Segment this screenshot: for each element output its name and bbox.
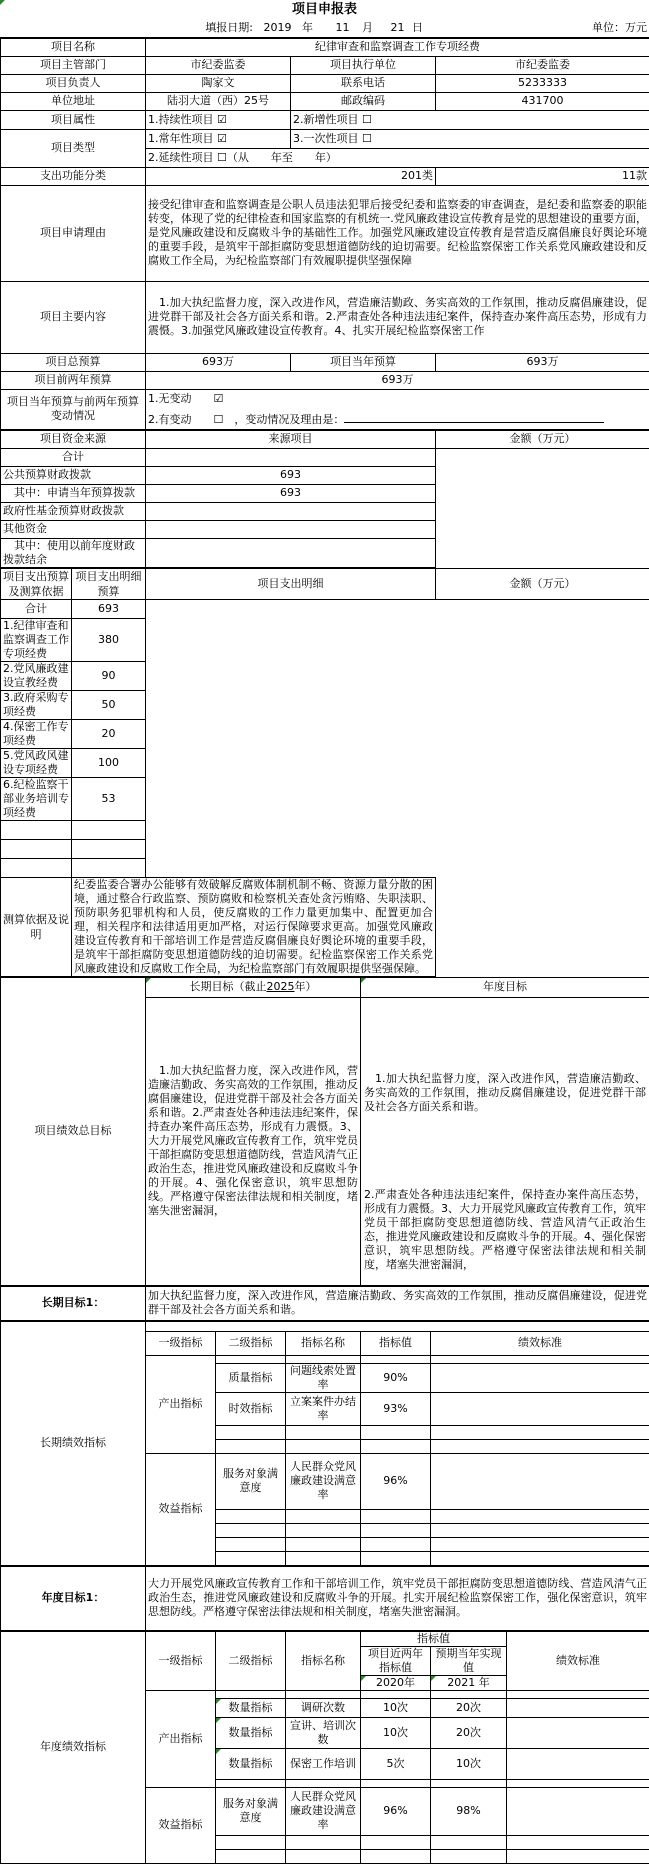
long-empty-g1 (216, 1551, 286, 1565)
expense-row-amount: 100 (72, 748, 146, 777)
expense-row-name (1, 858, 72, 877)
fill-day-label: 日 (410, 20, 435, 37)
funding-table (0, 430, 649, 568)
fill-month-label: 月 (360, 20, 385, 37)
long-empty-e1 (216, 1523, 286, 1537)
type-option-onetime[interactable]: 3.一次性项目 ☐ (291, 129, 649, 148)
expense-row (1, 858, 649, 877)
year-service: 服务对象满意度 (216, 1787, 286, 1835)
long-empty-d1 (216, 1509, 286, 1523)
expense-row-name: 2.党风廉政建设宣教经费 (1, 661, 72, 690)
year-empty-b2 (286, 1779, 361, 1787)
funding-row-name: 其中：申请当年预算拨款 (1, 484, 146, 502)
year-empty-a5 (507, 1690, 649, 1698)
expense-row (1, 599, 649, 618)
long-benefit-label: 效益指标 (146, 1453, 216, 1565)
year-target-cell (361, 997, 649, 1285)
year-h-expect: 预期当年实现值 (431, 1646, 507, 1675)
year-empty-d3 (361, 1849, 431, 1863)
funding-row-amount (146, 502, 436, 520)
long-empty-c4 (431, 1439, 649, 1453)
long-empty-d4 (431, 1509, 649, 1523)
long-target-head-pre: 长期目标（截止 (190, 980, 267, 993)
year-perf-label: 年度绩效指标 (1, 1631, 146, 1863)
expense-row (1, 777, 649, 820)
long-target-text: 1.加大执纪监督力度，深入改进作风，营造廉洁勤政、务实高效的工作氛围，推动反腐倡廉建设，促进党群干部及社会各方面关系和谐。2.严肃查处各种违法违纪案件，保持查办案件高压态势，形成有力震慑。3、大力开展党风廉政宣传教育工作，筑牢党员干部拒腐防变思想道德防线，营造风清气正政治生态，推进党风廉政建设和反腐败斗争的开展。4、强化保密意识，筑牢思想防线。严格遵守保密法律法规和相关制度，堵塞失泄密漏洞， (146, 997, 361, 1285)
year-recent-year: 2020年 (361, 1675, 431, 1690)
long-goal-table (0, 1286, 649, 1321)
long-service-value: 96% (361, 1453, 431, 1509)
long-service-name: 人民群众党风廉政建设满意率 (286, 1453, 361, 1509)
long-empty-e4 (431, 1523, 649, 1537)
year-empty-c4 (431, 1835, 507, 1849)
year-qty3-std (507, 1748, 649, 1779)
year-empty-d2 (286, 1849, 361, 1863)
year-qty1: 数量指标 (216, 1698, 286, 1717)
funding-row (1, 520, 649, 538)
year-h3: 指标名称 (286, 1631, 361, 1690)
year-qty2-expect: 20次 (431, 1717, 507, 1748)
basis-text: 纪委监委合署办公能够有效破解反腐败体制机制不畅、资源力量分散的困境，通过整合行政监察、预防腐败和检察机关查处贪污贿赂、失职渎职、预防职务犯罪机构和人员，使反腐败的工作力量更加集中、配置更加合理，相关程序和法律适用更加严格，对运行保障要求更高。加强党风廉政建设宣传教育和干部培训工作是营造反腐倡廉良好舆论环境的重要手段，是筑牢干部拒腐防变思想道德防线的迫切需要。纪检监察保密工作关系党风廉政建设和反腐败工作全局，为纪检监察部门有效履职提供坚强保障。 (72, 877, 436, 976)
long-perf-table (0, 1321, 649, 1566)
year-service-expect: 98% (431, 1787, 507, 1835)
fill-day: 21 (385, 20, 410, 37)
year-goal-label: 年度目标1： (1, 1566, 146, 1630)
year-qty2-name: 宣讲、培训次数 (286, 1717, 361, 1748)
dept-label: 项目主管部门 (1, 56, 146, 74)
long-empty-b4 (431, 1425, 649, 1439)
dept-value: 市纪委监委 (146, 56, 291, 74)
year-qty2: 数量指标 (216, 1717, 286, 1748)
attr-option-continuing[interactable]: 1.持续性项目 ☑ (146, 110, 291, 129)
long-empty-f4 (431, 1537, 649, 1551)
year-empty-c3 (361, 1835, 431, 1849)
long-empty-g3 (361, 1551, 431, 1565)
content-text: 1.加大执纪监督力度，深入改进作风，营造廉洁勤政、务实高效的工作氛围，推动反腐倡廉建设，促进党群干部及社会各方面关系和谐。2.严肃查处各种违法违纪案件，保持查办案件高压态势，形成有力震慑。3.加强党风廉政建设宣传教育。4、扎实开展纪检监察保密工作 (146, 281, 649, 353)
year-qty2-recent: 10次 (361, 1717, 431, 1748)
project-name: 纪律审查和监察调查工作专项经费 (146, 38, 649, 56)
year-target-text-2: 2.严肃查处各种违法违纪案件，保持查办案件高压态势，形成有力震慑。3、大力开展党风廉政宣传教育工作，筑牢党员干部拒腐防变思想道德防线、营造风清气正政治生态，推进党风廉政建设和反腐败斗争的开展。4、强化保密意识，筑牢思想防线。严格遵守保密法律法规和相关制度，堵塞失泄密漏洞， (361, 1188, 649, 1272)
year-h2: 二级指标 (216, 1631, 286, 1690)
func-item-value: 11款 (436, 167, 649, 185)
funding-col-amount: 金额（万元） (436, 430, 649, 448)
expense-row-name (1, 820, 72, 839)
fill-year: 2019 (255, 20, 300, 37)
funding-row (1, 484, 649, 502)
expense-row-name: 4.保密工作专项经费 (1, 719, 72, 748)
reason-label: 项目申请理由 (1, 185, 146, 281)
funding-row-amount: 693 (146, 466, 436, 484)
expense-row-amount (72, 839, 146, 858)
leader-label: 项目负责人 (1, 74, 146, 92)
long-empty-e3 (361, 1523, 431, 1537)
type-option-annual[interactable]: 1.常年性项目 ☑ (146, 129, 291, 148)
funding-row (1, 466, 649, 484)
phone-value: 5233333 (436, 74, 649, 92)
year-target-head: 年度目标 (361, 977, 649, 997)
year-h-value: 指标值 (361, 1631, 507, 1646)
expense-row-name: 1.纪律审查和监察调查工作专项经费 (1, 618, 72, 661)
long-service-std (431, 1453, 649, 1509)
exec-value: 市纪委监委 (436, 56, 649, 74)
year-empty-c5 (507, 1835, 649, 1849)
address-label: 单位地址 (1, 92, 146, 110)
exec-label: 项目执行单位 (291, 56, 436, 74)
year-h1: 一级指标 (146, 1631, 216, 1690)
year-empty-d1 (216, 1849, 286, 1863)
expense-row (1, 839, 649, 858)
change-option-none[interactable]: 1.无变动 ☑ (146, 389, 649, 409)
long-h2: 二级指标 (216, 1331, 286, 1355)
long-empty-g4 (431, 1551, 649, 1565)
expense-row-amount: 50 (72, 690, 146, 719)
expense-row (1, 820, 649, 839)
prev-budget-value: 693万 (146, 371, 649, 389)
expense-table (0, 568, 649, 977)
long-empty-a4 (431, 1355, 649, 1363)
expense-row-amount (72, 858, 146, 877)
expense-row-name: 3.政府采购专项经费 (1, 690, 72, 719)
long-h5: 绩效标准 (431, 1331, 649, 1355)
long-time: 时效指标 (216, 1392, 286, 1425)
long-empty-f3 (361, 1537, 431, 1551)
year-empty-b5 (507, 1779, 649, 1787)
year-empty-a2 (286, 1690, 361, 1698)
long-quality-name: 问题线索处置率 (286, 1363, 361, 1392)
long-time-std (431, 1392, 649, 1425)
change-reason-blank[interactable] (344, 411, 604, 423)
type-label: 项目类型 (1, 129, 146, 167)
year-empty-b3 (361, 1779, 431, 1787)
project-name-label: 项目名称 (1, 38, 146, 56)
long-target-head-post: 年） (295, 980, 317, 993)
long-goal-text: 加大执纪监督力度，深入改进作风，营造廉洁勤政、务实高效的工作氛围，推动反腐倡廉建设，促进党群干部及社会各方面关系和谐。 (146, 1286, 649, 1320)
long-target-year: 2025 (267, 980, 295, 993)
long-h4: 指标值 (361, 1331, 431, 1355)
func-class-label: 支出功能分类 (1, 167, 146, 185)
funding-row-amount: 693 (146, 484, 436, 502)
long-time-name: 立案案件办结率 (286, 1392, 361, 1425)
long-empty-c3 (361, 1439, 431, 1453)
expense-outer-label: 项目支出预算及测算依据 (1, 568, 72, 599)
year-empty-a1 (216, 1690, 286, 1698)
funding-row-name: 合计 (1, 448, 146, 466)
year-empty-a4 (431, 1690, 507, 1698)
expense-detail-label: 项目支出明细预算 (72, 568, 146, 599)
year-empty-d5 (507, 1849, 649, 1863)
long-empty-b2 (286, 1425, 361, 1439)
fill-month: 11 (325, 20, 360, 37)
year-qty1-expect: 20次 (431, 1698, 507, 1717)
current-budget-value: 693万 (436, 353, 649, 371)
expense-row-amount: 90 (72, 661, 146, 690)
long-target-head (146, 977, 361, 997)
year-qty2-std (507, 1717, 649, 1748)
year-qty1-std (507, 1698, 649, 1717)
long-time-value: 93% (361, 1392, 431, 1425)
type-option-extended[interactable]: 2.延续性项目 ☐（从 年至 年） (146, 148, 649, 167)
postcode-value: 431700 (436, 92, 649, 110)
year-qty3-expect: 10次 (431, 1748, 507, 1779)
expense-row-name: 5.党风政风建设专项经费 (1, 748, 72, 777)
expense-row-amount: 693 (72, 599, 146, 618)
funding-col-source: 来源项目 (146, 430, 436, 448)
funding-label: 项目资金来源 (1, 430, 146, 448)
expense-row (1, 748, 649, 777)
reason-text: 接受纪律审查和监察调查是公职人员违法犯罪后接受纪委和监察委的审查调查，是纪委和监察委的职能转变，体现了党的纪律检查和国家监察的有机统一.党风廉政建设宣传教育是党的思想建设的重要方面，是党风廉政建设和反腐败斗争的基础性工作。加强党风廉政建设宣传教育是营造反腐倡廉良好舆论环境的重要手段，是筑牢干部拒腐防变思想道德防线的迫切需要。纪检监察保密工作关系党风廉政建设和反腐败工作全局，为纪检监察部门有效履职提供坚强保障 (146, 185, 649, 281)
long-empty-a3 (361, 1355, 431, 1363)
page-title: 项目申报表 (0, 0, 649, 20)
funding-row-amount (146, 520, 436, 538)
year-empty-b1 (216, 1779, 286, 1787)
year-empty-a3 (361, 1690, 431, 1698)
funding-row-amount (146, 538, 436, 567)
year-benefit-label: 效益指标 (146, 1787, 216, 1863)
expense-row (1, 690, 649, 719)
long-quality-value: 90% (361, 1363, 431, 1392)
expense-row-name: 6.纪检监察干部业务培训专项经费 (1, 777, 72, 820)
long-empty-g2 (286, 1551, 361, 1565)
long-h3: 指标名称 (286, 1331, 361, 1355)
change-option-changed[interactable] (146, 409, 649, 429)
long-service: 服务对象满意度 (216, 1453, 286, 1509)
long-empty-d3 (361, 1509, 431, 1523)
func-class-value: 201类 (146, 167, 436, 185)
long-empty-b1 (216, 1425, 286, 1439)
current-budget-label: 项目当年预算 (291, 353, 436, 371)
phone-label: 联系电话 (291, 74, 436, 92)
long-empty-f1 (216, 1537, 286, 1551)
expense-row-amount: 380 (72, 618, 146, 661)
long-output-label: 产出指标 (146, 1355, 216, 1453)
long-quality: 质量指标 (216, 1363, 286, 1392)
funding-row (1, 448, 649, 466)
attr-label: 项目属性 (1, 110, 146, 129)
address-value: 陆羽大道（西）25号 (146, 92, 291, 110)
year-h-std: 绩效标准 (507, 1631, 649, 1690)
year-qty1-recent: 10次 (361, 1698, 431, 1717)
year-perf-table (0, 1631, 649, 1864)
total-budget-value: 693万 (146, 353, 291, 371)
funding-row-amount (146, 448, 436, 466)
expense-row-amount: 53 (72, 777, 146, 820)
year-qty3: 数量指标 (216, 1748, 286, 1779)
year-empty-c2 (286, 1835, 361, 1849)
header-table (0, 0, 649, 20)
long-perf-label: 长期绩效指标 (1, 1321, 146, 1565)
long-empty-f2 (286, 1537, 361, 1551)
year-empty-c1 (216, 1835, 286, 1849)
funding-row-name: 公共预算财政拨款 (1, 466, 146, 484)
year-output-label: 产出指标 (146, 1690, 216, 1787)
perf-table (0, 977, 649, 1286)
long-empty-a1 (216, 1355, 286, 1363)
funding-row-name: 其中：使用以前年度财政拨款结余 (1, 538, 146, 567)
expense-col-item: 项目支出明细 (146, 568, 436, 599)
expense-col-amount: 金额（万元） (436, 568, 649, 599)
funding-row (1, 502, 649, 520)
year-service-name: 人民群众党风廉政建设满意率 (286, 1787, 361, 1835)
total-budget-label: 项目总预算 (1, 353, 146, 371)
expense-row (1, 618, 649, 661)
expense-row-name (1, 839, 72, 858)
year-goal-table (0, 1566, 649, 1631)
long-perf-spacer (146, 1321, 649, 1331)
funding-row-name: 政府性基金预算财政拨款 (1, 502, 146, 520)
fill-year-label: 年 (300, 20, 325, 37)
perf-label: 项目绩效总目标 (1, 977, 146, 1285)
long-quality-std (431, 1363, 649, 1392)
expense-row (1, 661, 649, 690)
attr-option-new[interactable]: 2.新增性项目 ☐ (291, 110, 649, 129)
prev-budget-label: 项目前两年预算 (1, 371, 146, 389)
content-label: 项目主要内容 (1, 281, 146, 353)
expense-row-amount: 20 (72, 719, 146, 748)
year-service-std (507, 1787, 649, 1835)
long-empty-b3 (361, 1425, 431, 1439)
expense-row (1, 719, 649, 748)
year-goal-text: 大力开展党风廉政宣传教育工作和干部培训工作，筑牢党员干部拒腐防变思想道德防线、营造风清气正政治生态，推进党风廉政建设和反腐败斗争的开展。扎实开展纪检监察保密工作，强化保密意识，筑牢思想防线。严格遵守保密法律法规和相关制度，堵塞失泄密漏洞。 (146, 1566, 649, 1630)
leader-value: 陶家文 (146, 74, 291, 92)
year-qty3-name: 保密工作培训 (286, 1748, 361, 1779)
year-empty-b4 (431, 1779, 507, 1787)
long-empty-d2 (286, 1509, 361, 1523)
basic-info-table (0, 38, 649, 430)
funding-row-name: 其他资金 (1, 520, 146, 538)
date-row (0, 20, 649, 38)
long-empty-a2 (286, 1355, 361, 1363)
year-expect-year: 2021 年 (431, 1675, 507, 1690)
unit-label: 单位：万元 (435, 20, 649, 37)
change-option-changed-label: 2.有变动 ☐ ，变动情况及理由是： (148, 413, 344, 426)
year-empty-d4 (431, 1849, 507, 1863)
long-empty-e2 (286, 1523, 361, 1537)
expense-row-name: 合计 (1, 599, 72, 618)
change-label: 项目当年预算与前两年预算变动情况 (1, 389, 146, 429)
basis-label: 测算依据及说明 (1, 877, 72, 976)
long-h1: 一级指标 (146, 1331, 216, 1355)
long-empty-c1 (216, 1439, 286, 1453)
year-h-recent: 项目近两年指标值 (361, 1646, 431, 1675)
expense-row-amount (72, 820, 146, 839)
year-qty3-recent: 5次 (361, 1748, 431, 1779)
year-service-recent: 96% (361, 1787, 431, 1835)
year-target-text-1: 1.加大执纪监督力度，深入改进作风，营造廉洁勤政、务实高效的工作氛围，推动反腐倡廉建设，促进党群干部及社会各方面关系和谐。 (361, 998, 649, 1188)
long-empty-c2 (286, 1439, 361, 1453)
postcode-label: 邮政编码 (291, 92, 436, 110)
fill-date-label: 填报日期: (0, 20, 255, 37)
long-goal-label: 长期目标1： (1, 1286, 146, 1320)
funding-row (1, 538, 649, 567)
year-qty1-name: 调研次数 (286, 1698, 361, 1717)
